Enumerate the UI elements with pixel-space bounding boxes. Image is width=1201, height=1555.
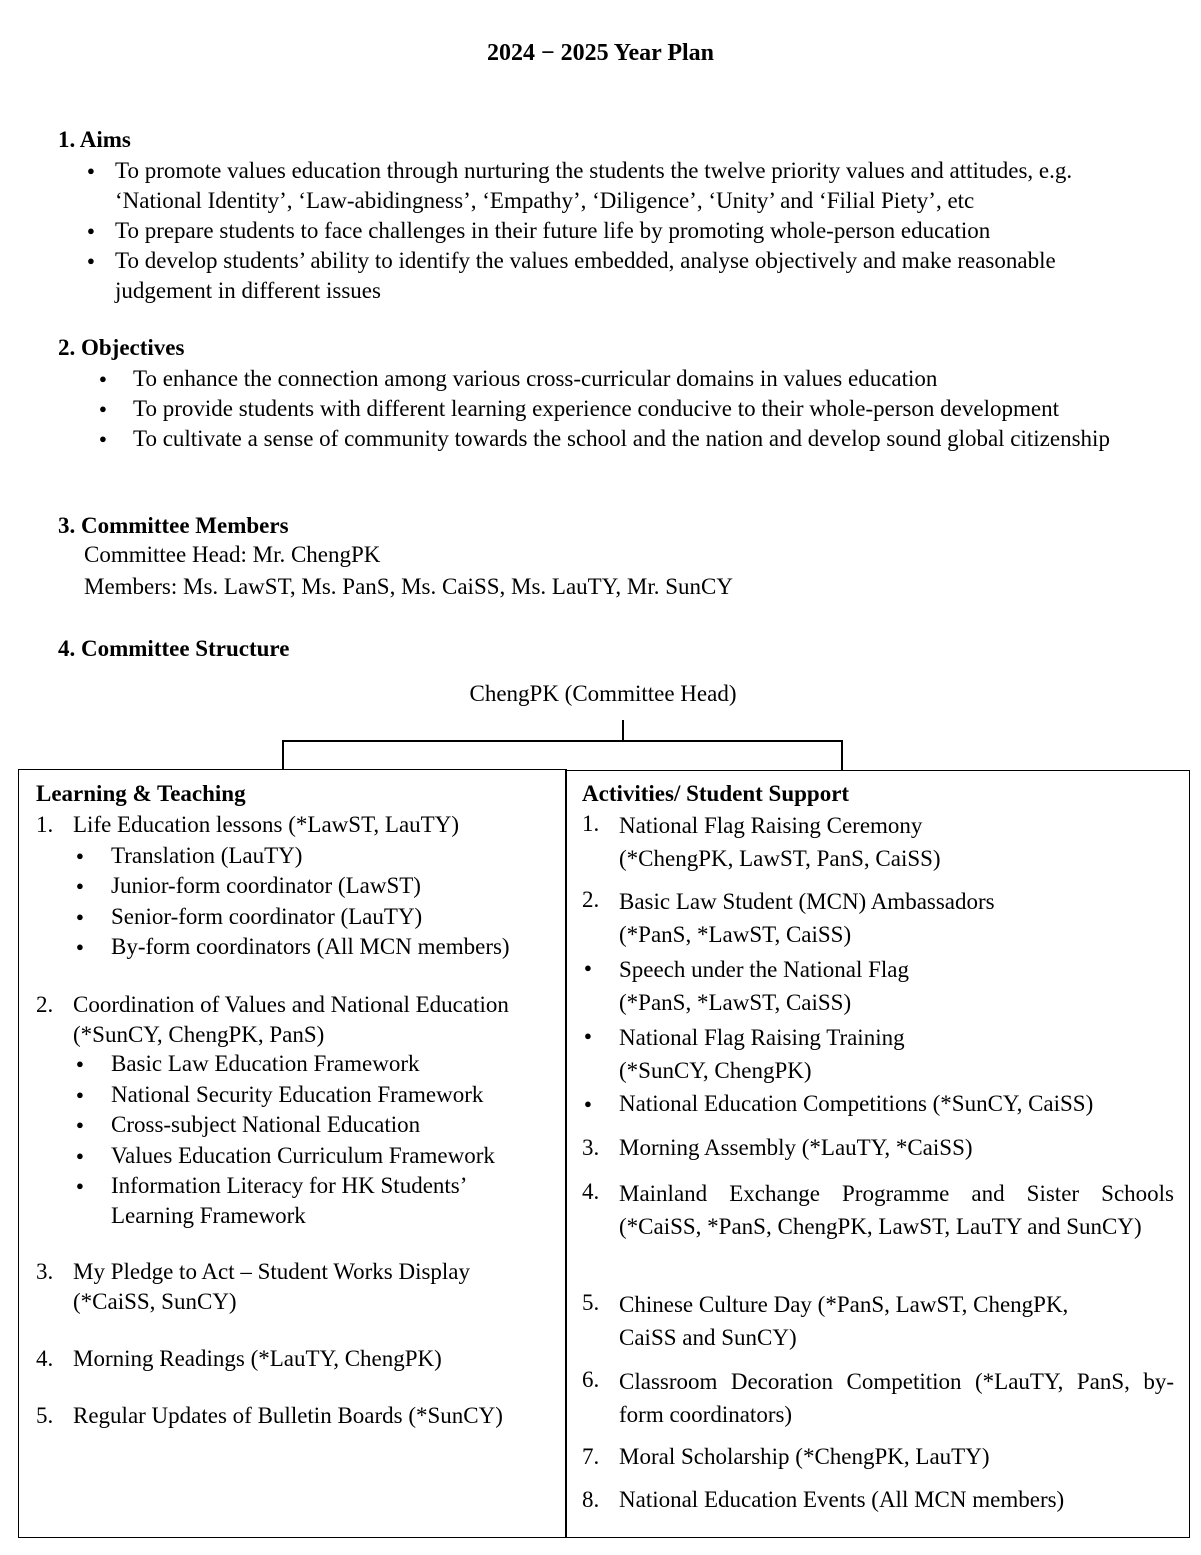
item-number: 2. [582,887,600,912]
bullet-icon: ● [584,1028,592,1043]
bullet-icon: ● [76,848,84,863]
objectives-heading: 2. Objectives [58,335,185,360]
item-text: Morning Readings (*LauTY, ChengPK) [73,1346,442,1371]
item-number: 8. [582,1487,600,1512]
item-text: Basic Law Student (MCN) Ambassadors (*PanS, *LawST, CaiSS) [619,889,995,947]
members-line: Members: Ms. LawST, Ms. PanS, Ms. CaiSS, Ms. LauTY, Mr. SunCY [84,574,733,599]
bullet-icon: ● [76,909,84,924]
bullet-icon: ● [584,960,592,975]
objectives-list [97,364,1149,454]
committee-head-line: Committee Head: Mr. ChengPK [84,542,381,567]
item-number: 7. [582,1444,600,1469]
item-text: Mainland Exchange Programme and Sister Schools (*CaiSS, *PanS, ChengPK, LawST, LauTY and SunCY) [619,1181,1174,1239]
item-text: Junior-form coordinator (LawST) [111,873,421,898]
item-number: 3. [582,1135,600,1160]
list-item: ● To cultivate a sense of community towards the school and the nation and develop sound global citizenship [97,424,1149,454]
bullet-icon: ● [584,1096,592,1111]
org-connector-vertical [622,720,624,741]
bullet-icon: ● [76,939,84,954]
bullet-icon: ● [76,1178,84,1193]
item-text: Morning Assembly (*LauTY, *CaiSS) [619,1135,973,1160]
item-text: National Education Competitions (*SunCY, CaiSS) [619,1091,1094,1116]
item-text: My Pledge to Act – Student Works Display (*CaiSS, SunCY) [73,1259,471,1314]
org-connector-left [282,740,284,770]
item-number: 5. [36,1403,54,1428]
item-text: By-form coordinators (All MCN members) [111,934,510,959]
item-number: 4. [36,1346,54,1371]
learning-teaching-box [18,769,567,1538]
item-text: National Education Events (All MCN members) [619,1487,1065,1512]
list-item: ● To prepare students to face challenges in their future life by promoting whole-person education [86,216,1151,246]
item-number: 1. [582,811,600,836]
page-title: 2024 − 2025 Year Plan [486,40,714,66]
item-text: Cross-subject National Education [111,1112,421,1137]
org-head-node: ChengPK (Committee Head) [469,681,737,706]
activities-support-box [565,770,1190,1538]
item-text: National Flag Raising Training (*SunCY, ChengPK) [619,1025,905,1083]
item-number: 3. [36,1259,54,1284]
item-text: Values Education Curriculum Framework [111,1143,495,1168]
org-connector-horizontal [282,740,843,742]
bullet-icon: ● [76,1056,84,1071]
item-number: 1. [36,812,54,837]
bullet-icon: ● [76,1087,84,1102]
structure-heading: 4. Committee Structure [58,636,290,661]
list-item: ● To provide students with different learning experience conducive to their whole-person development [97,394,1149,424]
item-text: Senior-form coordinator (LauTY) [111,904,423,929]
aims-heading: 1. Aims [58,127,131,152]
item-text: Moral Scholarship (*ChengPK, LauTY) [619,1444,990,1469]
item-text: Translation (LauTY) [111,843,303,868]
item-text: Basic Law Education Framework [111,1051,420,1076]
item-text: Life Education lessons (*LawST, LauTY) [73,812,459,837]
item-text: Regular Updates of Bulletin Boards (*SunCY) [73,1403,503,1428]
bullet-icon: ● [76,878,84,893]
item-text: Chinese Culture Day (*PanS, LawST, ChengPK, CaiSS and SunCY) [619,1292,1069,1350]
item-text: National Security Education Framework [111,1082,484,1107]
item-text: Coordination of Values and National Education (*SunCY, ChengPK, PanS) [73,992,509,1047]
list-item: ● To develop students’ ability to identify the values embedded, analyse objectively and make reasonable judgement in different issues [86,246,1151,306]
item-text: Speech under the National Flag (*PanS, *LawST, CaiSS) [619,957,909,1015]
aims-list [86,156,1151,306]
item-number: 4. [582,1179,600,1204]
list-item: ● To promote values education through nurturing the students the twelve priority values and attitudes, e.g. ‘National Identity’, ‘Law-abidingness’, ‘Empathy’, ‘Diligence’, ‘Unity’ and ‘Filial Piety’, etc [86,156,1151,216]
item-text: National Flag Raising Ceremony (*ChengPK, LawST, PanS, CaiSS) [619,813,941,871]
list-item: ● To enhance the connection among various cross-curricular domains in values education [97,364,1149,394]
learning-teaching-title: Learning & Teaching [36,781,246,806]
item-text: Classroom Decoration Competition (*LauTY, PanS, by-form coordinators) [619,1369,1174,1427]
item-number: 6. [582,1367,600,1392]
item-number: 5. [582,1290,600,1315]
item-number: 2. [36,992,54,1017]
bullet-icon: ● [76,1148,84,1163]
org-connector-right [841,740,843,771]
bullet-icon: ● [76,1117,84,1132]
activities-support-title: Activities/ Student Support [582,781,850,806]
members-heading: 3. Committee Members [58,513,289,538]
item-text: Information Literacy for HK Students’ Learning Framework [111,1173,466,1228]
